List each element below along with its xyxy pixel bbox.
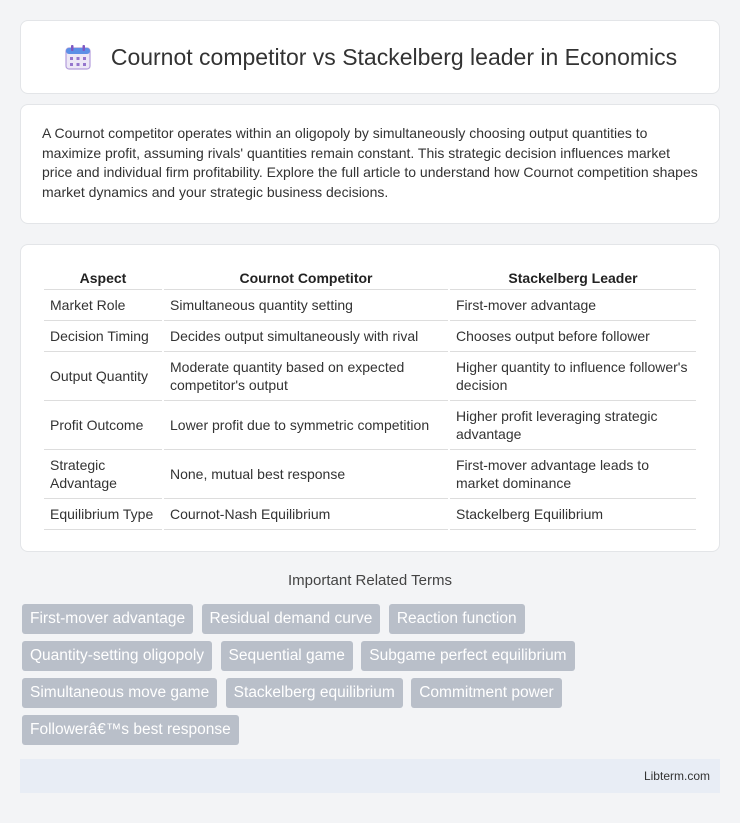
table-row <box>44 352 696 401</box>
table-cell: Profit Outcome <box>44 401 162 450</box>
table-cell: Decision Timing <box>44 321 162 352</box>
column-header: Stackelberg Leader <box>450 263 696 290</box>
table-row <box>44 450 696 499</box>
table-row <box>44 401 696 450</box>
intro-card <box>20 104 720 224</box>
footer-site-link[interactable]: Libterm.com <box>643 769 710 783</box>
page-title: Cournot competitor vs Stackelberg leader in Economics <box>110 43 678 70</box>
calendar-icon <box>63 42 93 72</box>
comparison-table <box>42 263 698 530</box>
table-cell: Market Role <box>44 290 162 321</box>
table-cell: Higher profit leveraging strategic advantage <box>450 401 696 450</box>
related-term-tag[interactable]: Commitment power <box>411 678 561 708</box>
table-cell: Moderate quantity based on expected competitor's output <box>164 352 448 401</box>
table-cell: Lower profit due to symmetric competition <box>164 401 448 450</box>
related-term-tag[interactable]: Residual demand curve <box>202 604 381 634</box>
related-term-tag[interactable]: Simultaneous move game <box>22 678 217 708</box>
related-term-tag[interactable]: Reaction function <box>389 604 525 634</box>
table-header-row <box>44 263 696 290</box>
table-cell: First-mover advantage leads to market dominance <box>450 450 696 499</box>
table-cell: Output Quantity <box>44 352 162 401</box>
column-header: Cournot Competitor <box>164 263 448 290</box>
comparison-card <box>20 244 720 552</box>
table-cell: None, mutual best response <box>164 450 448 499</box>
related-term-tag[interactable]: Quantity-setting oligopoly <box>22 641 212 671</box>
table-row <box>44 290 696 321</box>
table-row <box>44 321 696 352</box>
table-cell: Strategic Advantage <box>44 450 162 499</box>
related-terms-list <box>22 604 722 752</box>
table-cell: First-mover advantage <box>450 290 696 321</box>
table-cell: Chooses output before follower <box>450 321 696 352</box>
related-term-tag[interactable]: Sequential game <box>221 641 353 671</box>
table-cell: Decides output simultaneously with rival <box>164 321 448 352</box>
table-cell: Stackelberg Equilibrium <box>450 499 696 530</box>
intro-text: A Cournot competitor operates within an oligopoly by simultaneously choosing output quantities to maximize profit, assuming rivals' quantities remain constant. This strategic decision influences market price and individual firm profitability. Explore the full article to understand how Cournot competition shapes market dynamics and your strategic business decisions. <box>42 125 698 200</box>
table-cell: Higher quantity to influence follower's decision <box>450 352 696 401</box>
related-term-tag[interactable]: Followerâ€™s best response <box>22 715 239 745</box>
related-term-tag[interactable]: Stackelberg equilibrium <box>226 678 403 708</box>
related-term-tag[interactable]: Subgame perfect equilibrium <box>361 641 574 671</box>
table-cell: Simultaneous quantity setting <box>164 290 448 321</box>
footer <box>20 759 720 793</box>
column-header: Aspect <box>44 263 162 290</box>
table-row <box>44 499 696 530</box>
related-terms-heading: Important Related Terms <box>288 572 452 589</box>
title-card <box>20 20 720 94</box>
table-cell: Equilibrium Type <box>44 499 162 530</box>
related-term-tag[interactable]: First-mover advantage <box>22 604 193 634</box>
table-cell: Cournot-Nash Equilibrium <box>164 499 448 530</box>
